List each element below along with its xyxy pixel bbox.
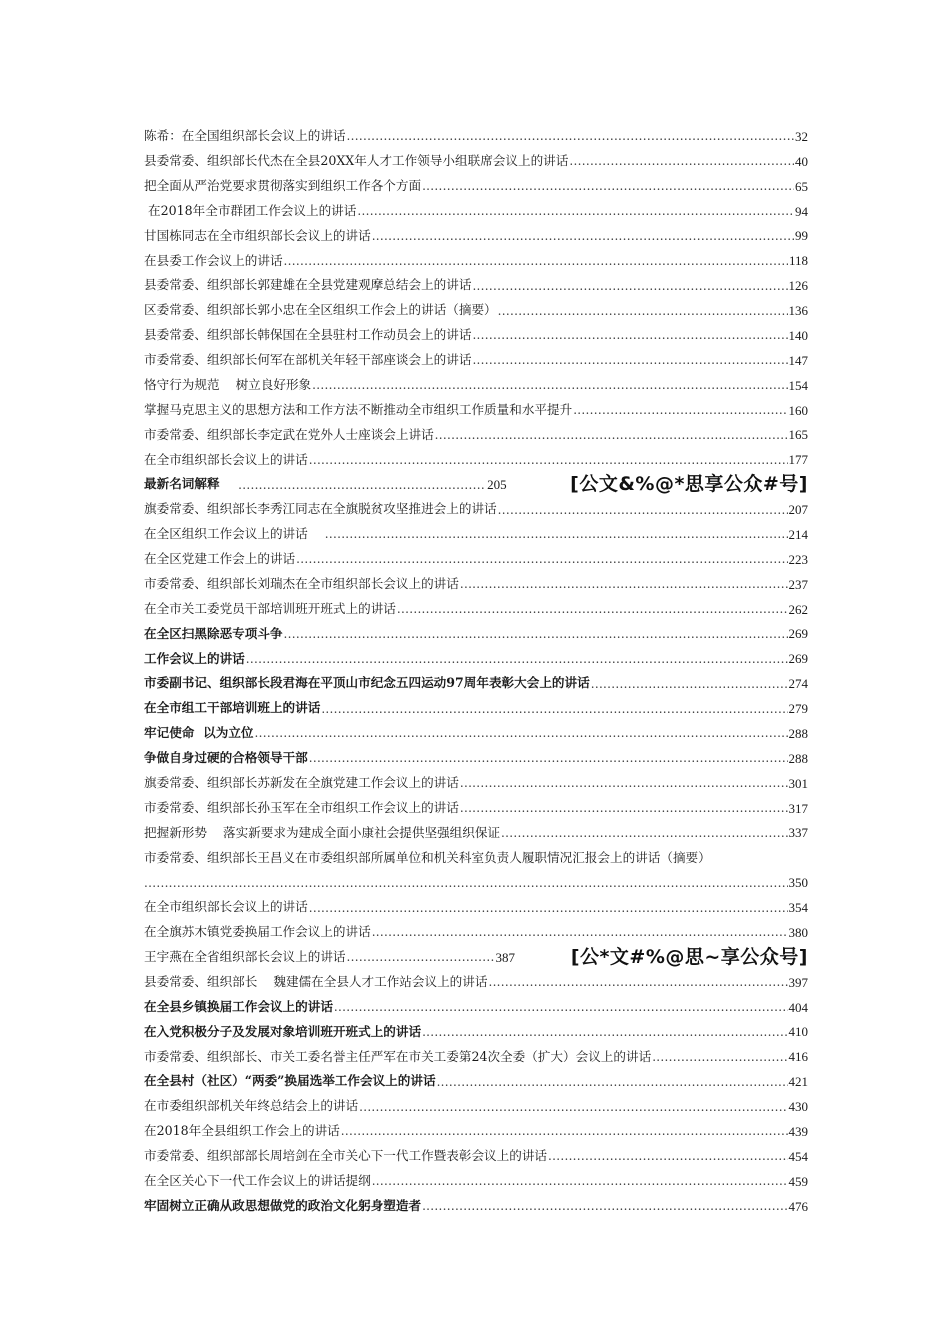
toc-entry[interactable] <box>144 597 808 622</box>
toc-entry-page: 140 <box>788 327 808 343</box>
toc-entry-continuation[interactable] <box>144 870 808 895</box>
toc-leader-dots <box>334 1001 788 1013</box>
toc-entry-title: 在全市组织部长会议上的讲话 <box>144 899 308 915</box>
toc-entry-title: 在全区党建工作会上的讲话 <box>144 551 296 567</box>
toc-entry-title: 在全区扫黑除恶专项斗争 <box>144 625 283 641</box>
toc-entry[interactable] <box>144 572 808 597</box>
toc-entry-title: 在市委组织部机关年终总结会上的讲话 <box>144 1098 359 1114</box>
toc-entry[interactable] <box>144 796 808 821</box>
toc-entry-title: 县委常委、组织部长韩保国在全县驻村工作动员会上的讲话 <box>144 327 472 343</box>
toc-entry-page: 99 <box>795 228 808 244</box>
toc-entry-page: 207 <box>788 502 808 518</box>
toc-entry-title: 县委常委、组织部长代杰在全县20XX年人才工作领导小组联席会议上的讲话 <box>144 153 569 169</box>
toc-entry[interactable] <box>144 348 808 373</box>
toc-leader-dots <box>460 802 788 814</box>
toc-leader-dots <box>422 180 794 192</box>
toc-entry[interactable] <box>144 895 808 920</box>
toc-entry[interactable] <box>144 447 808 472</box>
toc-entry[interactable] <box>144 174 808 199</box>
toc-entry-page: 459 <box>788 1173 808 1189</box>
table-of-contents <box>144 124 808 1219</box>
toc-leader-dots <box>472 329 787 341</box>
toc-entry[interactable] <box>144 373 808 398</box>
toc-entry[interactable] <box>144 224 808 249</box>
toc-entry[interactable] <box>144 273 808 298</box>
toc-entry-title: 甘国栋同志在全市组织部长会议上的讲话 <box>144 227 371 243</box>
toc-leader-dots <box>472 354 787 366</box>
toc-entry[interactable] <box>144 671 808 696</box>
toc-entry-page: 421 <box>788 1074 808 1090</box>
toc-entry-title: 恪守行为规范 树立良好形象 <box>144 376 312 392</box>
toc-entry-page: 32 <box>795 128 808 144</box>
toc-leader-dots <box>357 205 794 217</box>
toc-entry-title: 市委常委、组织部长刘瑞杰在全市组织部长会议上的讲话 <box>144 575 459 591</box>
toc-entry[interactable] <box>144 646 808 671</box>
toc-entry[interactable] <box>144 398 808 423</box>
toc-entry[interactable] <box>144 696 808 721</box>
toc-leader-dots <box>397 603 788 615</box>
toc-leader-dots <box>284 628 788 640</box>
toc-entry[interactable] <box>144 622 808 647</box>
toc-entry[interactable] <box>144 323 808 348</box>
toc-leader-dots <box>460 777 788 789</box>
toc-entry-title: 在2018年全市群团工作会议上的讲话 <box>144 202 357 218</box>
toc-leader-dots <box>460 578 788 590</box>
toc-entry-page: 147 <box>788 352 808 368</box>
toc-entry-page: 205 <box>487 477 507 493</box>
toc-leader-dots <box>372 1175 788 1187</box>
toc-entry-title: 市委常委、组织部长李定武在党外人士座谈会上讲话 <box>144 426 434 442</box>
toc-leader-dots <box>548 1150 788 1162</box>
toc-leader-dots <box>591 678 788 690</box>
toc-entry-title: 旗委常委、组织部长李秀江同志在全旗脱贫攻坚推进会上的讲话 <box>144 501 497 517</box>
toc-entry-title: 工作会议上的讲话 <box>144 650 245 666</box>
toc-entry-title: 区委常委、组织部长郭小忠在全区组织工作会上的讲话（摘要） <box>144 302 497 318</box>
toc-entry[interactable] <box>144 1144 808 1169</box>
toc-leader-dots <box>569 155 794 167</box>
toc-leader-dots <box>347 951 495 963</box>
toc-entry[interactable] <box>144 1044 808 1069</box>
toc-entry[interactable] <box>144 522 808 547</box>
toc-entry-title: 在全市关工委党员干部培训班开班式上的讲话 <box>144 600 396 616</box>
toc-entry-page: 237 <box>788 576 808 592</box>
toc-entry[interactable] <box>144 1069 808 1094</box>
toc-entry-page: 317 <box>788 800 808 816</box>
toc-entry-title: 市委副书记、组织部长段君海在平顶山市纪念五四运动97周年表彰大会上的讲话 <box>144 675 590 691</box>
toc-entry[interactable] <box>144 248 808 273</box>
toc-entry-title: 市委常委、组织部长何军在部机关年轻干部座谈会上的讲话 <box>144 352 472 368</box>
toc-leader-dots <box>296 553 787 565</box>
toc-entry-title: 牢记使命 以为立位 <box>144 725 254 741</box>
toc-entry-title: 最新名词解释 <box>144 476 238 492</box>
toc-entry-page: 136 <box>788 303 808 319</box>
toc-leader-dots <box>498 305 788 317</box>
toc-entry[interactable] <box>144 746 808 771</box>
toc-entry[interactable] <box>144 1020 808 1045</box>
toc-leader-dots <box>437 1076 788 1088</box>
toc-entry-title: 市委常委、组织部长王昌义在市委组织部所属单位和机关科室负责人履职情况汇报会上的讲话（摘要） <box>144 849 711 865</box>
toc-entry-page: 301 <box>788 775 808 791</box>
toc-entry-page: 269 <box>788 626 808 642</box>
toc-leader-dots <box>372 230 794 242</box>
toc-entry[interactable] <box>144 124 808 149</box>
toc-entry-page: 397 <box>788 974 808 990</box>
toc-entry[interactable] <box>144 149 808 174</box>
toc-entry-page: 165 <box>788 427 808 443</box>
toc-entry-page: 177 <box>788 452 808 468</box>
toc-entry-page: 126 <box>788 278 808 294</box>
toc-leader-dots <box>652 1051 787 1063</box>
toc-entry-title: 在全区关心下一代工作会议上的讲话提纲 <box>144 1172 371 1188</box>
toc-entry[interactable] <box>144 1094 808 1119</box>
toc-entry[interactable] <box>144 547 808 572</box>
toc-entry[interactable] <box>144 821 808 846</box>
toc-leader-dots <box>309 454 788 466</box>
toc-entry[interactable] <box>144 945 808 970</box>
toc-entry-title: 在全县村（社区）“两委”换届选举工作会议上的讲话 <box>144 1073 436 1089</box>
toc-entry-title: 在县委工作会议上的讲话 <box>144 252 283 268</box>
toc-entry[interactable] <box>144 1194 808 1219</box>
toc-leader-dots <box>255 727 788 739</box>
toc-entry[interactable] <box>144 970 808 995</box>
watermark-text: [公*文#%@思~享公众号] <box>570 945 808 968</box>
toc-leader-dots <box>472 280 787 292</box>
toc-entry-title: 市委常委、组织部长孙玉军在全市组织工作会议上的讲话 <box>144 799 459 815</box>
toc-entry-page: 274 <box>788 676 808 692</box>
toc-entry[interactable] <box>144 298 808 323</box>
toc-entry-page: 269 <box>788 651 808 667</box>
toc-leader-dots <box>573 404 787 416</box>
toc-entry-page: 223 <box>788 551 808 567</box>
toc-leader-dots <box>359 1101 787 1113</box>
toc-entry-page: 354 <box>788 900 808 916</box>
toc-entry-title: 旗委常委、组织部长苏新发在全旗党建工作会议上的讲话 <box>144 774 459 790</box>
toc-entry-page: 350 <box>788 875 808 891</box>
toc-entry-title: 在全旗苏木镇党委换届工作会议上的讲话 <box>144 924 371 940</box>
toc-entry-page: 476 <box>788 1198 808 1214</box>
toc-leader-dots <box>284 255 788 267</box>
toc-entry-title: 牢固树立正确从政思想做党的政治文化躬身塑造者 <box>144 1197 422 1213</box>
toc-entry-title: 县委常委、组织部长郭建雄在全县党建观摩总结会上的讲话 <box>144 277 472 293</box>
toc-entry-page: 337 <box>788 825 808 841</box>
toc-entry-page: 40 <box>795 153 808 169</box>
toc-entry-title: 在入党积极分子及发展对象培训班开班式上的讲话 <box>144 1023 422 1039</box>
toc-leader-dots <box>144 877 788 889</box>
toc-entry-page: 454 <box>788 1148 808 1164</box>
toc-entry-title: 陈希：在全国组织部长会议上的讲话 <box>144 128 346 144</box>
toc-leader-dots <box>422 1026 787 1038</box>
toc-entry[interactable] <box>144 995 808 1020</box>
toc-entry[interactable] <box>144 1119 808 1144</box>
toc-entry[interactable] <box>144 920 808 945</box>
toc-entry-title: 在全县乡镇换届工作会议上的讲话 <box>144 998 333 1014</box>
toc-entry[interactable] <box>144 845 808 870</box>
toc-entry-page: 154 <box>788 377 808 393</box>
toc-entry[interactable] <box>144 472 808 497</box>
toc-entry[interactable] <box>144 771 808 796</box>
toc-leader-dots <box>498 504 788 516</box>
toc-entry-title: 在全区组织工作会议上的讲话 <box>144 526 324 542</box>
toc-entry-page: 430 <box>788 1099 808 1115</box>
toc-entry-page: 279 <box>788 701 808 717</box>
toc-entry-title: 在全市组工干部培训班上的讲话 <box>144 700 321 716</box>
toc-entry-title: 把握新形势 落实新要求为建成全面小康社会提供坚强组织保证 <box>144 824 501 840</box>
toc-leader-dots <box>341 1125 788 1137</box>
toc-entry-title: 掌握马克思主义的思想方法和工作方法不断推动全市组织工作质量和水平提升 <box>144 401 573 417</box>
toc-entry-page: 65 <box>795 178 808 194</box>
toc-entry-page: 387 <box>495 949 515 965</box>
toc-entry-page: 404 <box>788 999 808 1015</box>
toc-leader-dots <box>309 752 788 764</box>
toc-entry-title: 把全面从严治党要求贯彻落实到组织工作各个方面 <box>144 177 422 193</box>
toc-entry-page: 416 <box>788 1049 808 1065</box>
toc-entry-page: 94 <box>795 203 808 219</box>
toc-entry-title: 在全市组织部长会议上的讲话 <box>144 451 308 467</box>
toc-entry-title: 争做自身过硬的合格领导干部 <box>144 750 308 766</box>
toc-entry-page: 288 <box>788 750 808 766</box>
toc-leader-dots <box>312 379 787 391</box>
toc-entry[interactable] <box>144 721 808 746</box>
toc-leader-dots <box>372 926 788 938</box>
toc-entry-page: 288 <box>788 725 808 741</box>
toc-entry-page: 410 <box>788 1024 808 1040</box>
toc-entry-page: 262 <box>788 601 808 617</box>
toc-entry[interactable] <box>144 497 808 522</box>
toc-leader-dots <box>501 827 787 839</box>
toc-leader-dots <box>435 429 788 441</box>
toc-entry-title: 市委常委、组织部长、市关工委名誉主任严军在市关工委第24次全委（扩大）会议上的讲话 <box>144 1048 652 1064</box>
toc-entry-page: 160 <box>788 402 808 418</box>
toc-entry-page: 439 <box>788 1123 808 1139</box>
toc-entry[interactable] <box>144 199 808 224</box>
toc-entry-title: 县委常委、组织部长 魏建儒在全县人才工作站会议上的讲话 <box>144 973 488 989</box>
toc-entry[interactable] <box>144 423 808 448</box>
toc-entry[interactable] <box>144 1169 808 1194</box>
toc-leader-dots <box>347 130 795 142</box>
toc-leader-dots <box>321 703 787 715</box>
toc-entry-title: 市委常委、组织部部长周培剑在全市关心下一代工作暨表彰会议上的讲话 <box>144 1148 547 1164</box>
toc-entry-page: 118 <box>788 253 808 269</box>
toc-entry-page: 380 <box>788 924 808 940</box>
toc-entry-title: 在2018年全县组织工作会上的讲话 <box>144 1123 340 1139</box>
toc-leader-dots <box>488 976 787 988</box>
toc-leader-dots <box>238 479 486 491</box>
toc-leader-dots <box>325 528 788 540</box>
toc-leader-dots <box>246 653 788 665</box>
toc-leader-dots <box>309 902 788 914</box>
watermark-text: [公文&%@*思享公众#号] <box>570 473 808 496</box>
toc-entry-page: 214 <box>788 526 808 542</box>
toc-leader-dots <box>422 1200 787 1212</box>
toc-entry-title: 王宇燕在全省组织部长会议上的讲话 <box>144 949 346 965</box>
